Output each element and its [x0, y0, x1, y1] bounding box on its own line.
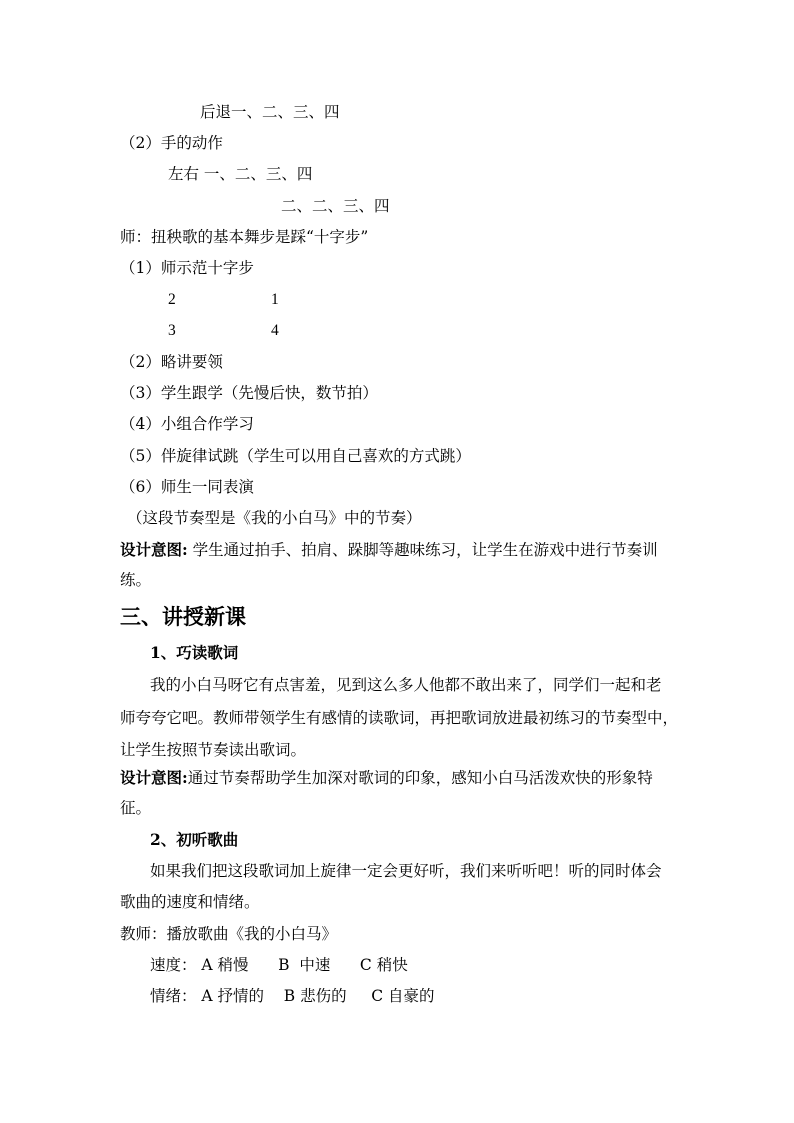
text-line: （3）学生跟学（先慢后快，数节拍）: [120, 384, 378, 402]
step-number: 4: [271, 322, 279, 339]
paragraph-line: 师夸夸它吧。教师带领学生有感情的读歌词，再把歌词放进最初练习的节奏型中，: [120, 709, 679, 727]
design-intent-label: 设计意图:: [120, 540, 188, 559]
step-number: 1: [271, 291, 279, 308]
text-line: 左右 一、二、三、四: [168, 165, 313, 183]
subheading: 2、初听歌曲: [150, 830, 239, 849]
paragraph-line: 如果我们把这段歌词加上旋律一定会更好听，我们来听听吧！听的同时体会: [150, 862, 662, 880]
question-line: 速度： A 稍慢 B 中速 C 稍快: [150, 956, 408, 974]
design-intent-text: 通过节奏帮助学生加深对歌词的印象，感知小白马活泼欢快的形象特: [187, 769, 653, 787]
design-intent-line: [120, 768, 653, 788]
section-heading: 三、讲授新课: [120, 604, 246, 629]
question-line: 情绪： A 抒情的 B 悲伤的 C 自豪的: [150, 987, 435, 1005]
design-intent-line: [120, 540, 658, 560]
paragraph-line: 征。: [120, 799, 152, 817]
design-intent-label: 设计意图:: [120, 768, 188, 787]
text-line: （6）师生一同表演: [120, 478, 254, 496]
text-line: 练。: [120, 571, 152, 589]
text-line: （2）手的动作: [120, 134, 223, 152]
paragraph-line: 我的小白马呀它有点害羞，见到这么多人他都不敢出来了，同学们一起和老: [150, 676, 662, 694]
subheading: 1、巧读歌词: [150, 643, 239, 662]
design-intent-text: 学生通过拍手、拍肩、跺脚等趣味练习，让学生在游戏中进行节奏训: [187, 541, 658, 559]
text-line: （2）略讲要领: [120, 353, 223, 371]
text-line: （1）师示范十字步: [120, 259, 254, 277]
text-line: 二、二、三、四: [281, 197, 390, 215]
text-line: （4）小组合作学习: [120, 415, 254, 433]
paragraph-line: 让学生按照节奏读出歌词。: [120, 741, 307, 759]
text-line: （这段节奏型是《我的小白马》中的节奏）: [127, 509, 422, 527]
text-line: （5）伴旋律试跳（学生可以用自己喜欢的方式跳）: [120, 447, 471, 465]
paragraph-line: 教师：播放歌曲《我的小白马》: [120, 925, 338, 943]
paragraph-line: 歌曲的速度和情绪。: [120, 893, 260, 911]
text-line: 师：扭秧歌的基本舞步是踩“十字步”: [120, 228, 369, 246]
text-line: 后退一、二、三、四: [200, 103, 340, 121]
step-number: 2: [168, 291, 176, 308]
step-number: 3: [168, 322, 176, 339]
